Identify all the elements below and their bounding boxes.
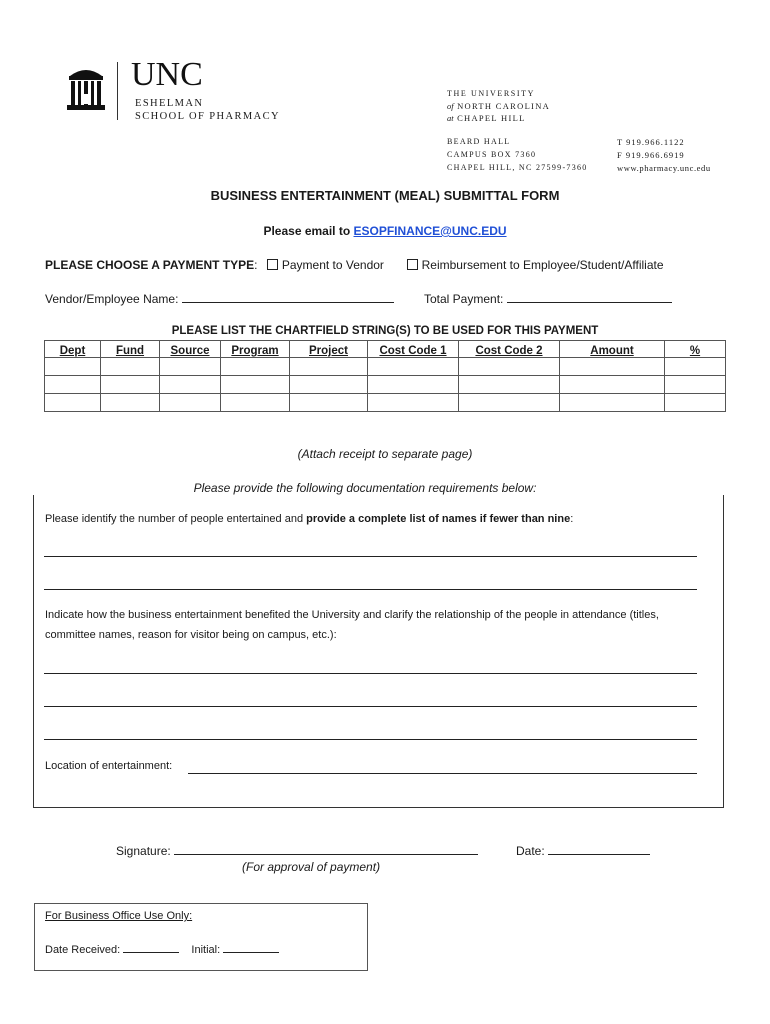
reimbursement-label: Reimbursement to Employee/Student/Affiliate [421,258,664,272]
col-source: Source [160,341,221,358]
reimbursement-checkbox[interactable] [407,259,418,270]
table-cell[interactable] [459,358,560,376]
vendor-payment-checkbox[interactable] [267,259,278,270]
table-cell[interactable] [368,394,459,412]
table-row [45,358,726,376]
documentation-note: Please provide the following documentation requirements below: [0,481,730,495]
initial-label: Initial: [191,944,221,956]
form-title: BUSINESS ENTERTAINMENT (MEAL) SUBMITTAL FORM [210,188,560,203]
benefit-question-line2: committee names, reason for visitor being on campus, etc.): [45,629,337,641]
date-field[interactable] [548,843,650,855]
address-line3: CHAPEL HILL, NC 27599-7360 [447,163,588,172]
table-cell[interactable] [290,394,368,412]
attendees-answer-line-2[interactable] [44,589,697,590]
old-well-logo-icon [66,64,106,112]
table-cell[interactable] [290,358,368,376]
table-cell[interactable] [45,376,101,394]
benefit-answer-line-3[interactable] [44,739,697,740]
email-link[interactable]: ESOPFINANCE@UNC.EDU [353,224,507,238]
date-received-label: Date Received: [45,944,121,956]
initial-field[interactable] [223,941,279,953]
col-cost-code-2: Cost Code 2 [459,341,560,358]
logo-school-line2: SCHOOL OF PHARMACY [135,111,281,122]
logo-divider [117,62,118,120]
table-cell[interactable] [101,394,160,412]
benefit-answer-line-2[interactable] [44,706,697,707]
logo-school-line1: ESHELMAN [135,98,204,109]
logo-unc-text: UNC [131,56,203,93]
table-cell[interactable] [560,376,665,394]
table-cell[interactable] [368,358,459,376]
total-payment-label: Total Payment: [424,292,504,306]
vendor-payment-label: Payment to Vendor [281,258,384,272]
vendor-name-label: Vendor/Employee Name: [45,292,179,306]
office-use-title: For Business Office Use Only: [45,910,193,922]
table-cell[interactable] [160,394,221,412]
table-cell[interactable] [290,376,368,394]
col-cost-code-1: Cost Code 1 [368,341,459,358]
fax-number: F 919.966.6919 [617,150,685,160]
location-field[interactable] [188,773,697,774]
table-row [45,394,726,412]
table-cell[interactable] [45,394,101,412]
chartfield-title: PLEASE LIST THE CHARTFIELD STRING(S) TO BE USED FOR THIS PAYMENT [171,325,599,337]
table-cell[interactable] [560,358,665,376]
table-cell[interactable] [101,358,160,376]
table-cell[interactable] [459,376,560,394]
approval-note: (For approval of payment) [242,860,381,874]
payment-type-label: PLEASE CHOOSE A PAYMENT TYPE [45,258,255,272]
table-cell[interactable] [45,358,101,376]
signature-row [116,843,478,858]
email-prefix: Please email to [263,224,354,238]
payment-type-row: PLEASE CHOOSE A PAYMENT TYPE: Payment to Vendor Reimbursement to Employee/Student/Affiliate [45,258,664,272]
phone-number: T 919.966.1122 [617,137,685,147]
signature-label: Signature: [116,844,171,858]
attach-receipt-note: (Attach receipt to separate page) [297,447,473,461]
date-label: Date: [516,844,545,858]
table-cell[interactable] [221,394,290,412]
table-row [45,376,726,394]
university-line3: at CHAPEL HILL [447,113,526,123]
table-cell[interactable] [665,358,726,376]
people-count-question: Please identify the number of people entertained and provide a complete list of names if fewer than nine: [45,513,574,525]
date-row [516,843,650,858]
signature-field[interactable] [174,843,478,855]
table-cell[interactable] [160,358,221,376]
date-received-field[interactable] [123,941,179,953]
col-dept: Dept [45,341,101,358]
email-instruction [0,224,770,238]
table-header-row [45,341,726,358]
table-cell[interactable] [368,376,459,394]
benefit-question-line1: Indicate how the business entertainment benefited the University and clarify the relationship of the people in attendance (titles, [45,609,659,621]
benefit-answer-line-1[interactable] [44,673,697,674]
office-use-row [45,941,279,956]
attendees-answer-line-1[interactable] [44,556,697,557]
total-payment-field[interactable] [507,291,672,303]
address-line1: BEARD HALL [447,137,511,146]
col-percent: % [665,341,726,358]
table-cell[interactable] [560,394,665,412]
university-line1: THE UNIVERSITY [447,89,535,98]
location-label: Location of entertainment: [45,760,173,772]
table-cell[interactable] [665,376,726,394]
table-cell[interactable] [101,376,160,394]
university-line2: of NORTH CAROLINA [447,101,551,111]
vendor-name-row [45,291,394,306]
table-cell[interactable] [459,394,560,412]
address-line2: CAMPUS BOX 7360 [447,150,537,159]
table-cell[interactable] [221,376,290,394]
col-fund: Fund [101,341,160,358]
table-cell[interactable] [665,394,726,412]
total-payment-row [424,291,672,306]
vendor-name-field[interactable] [182,291,394,303]
website-url: www.pharmacy.unc.edu [617,163,711,173]
col-program: Program [221,341,290,358]
chartfield-table [44,340,726,412]
col-project: Project [290,341,368,358]
col-amount: Amount [560,341,665,358]
table-cell[interactable] [221,358,290,376]
table-cell[interactable] [160,376,221,394]
